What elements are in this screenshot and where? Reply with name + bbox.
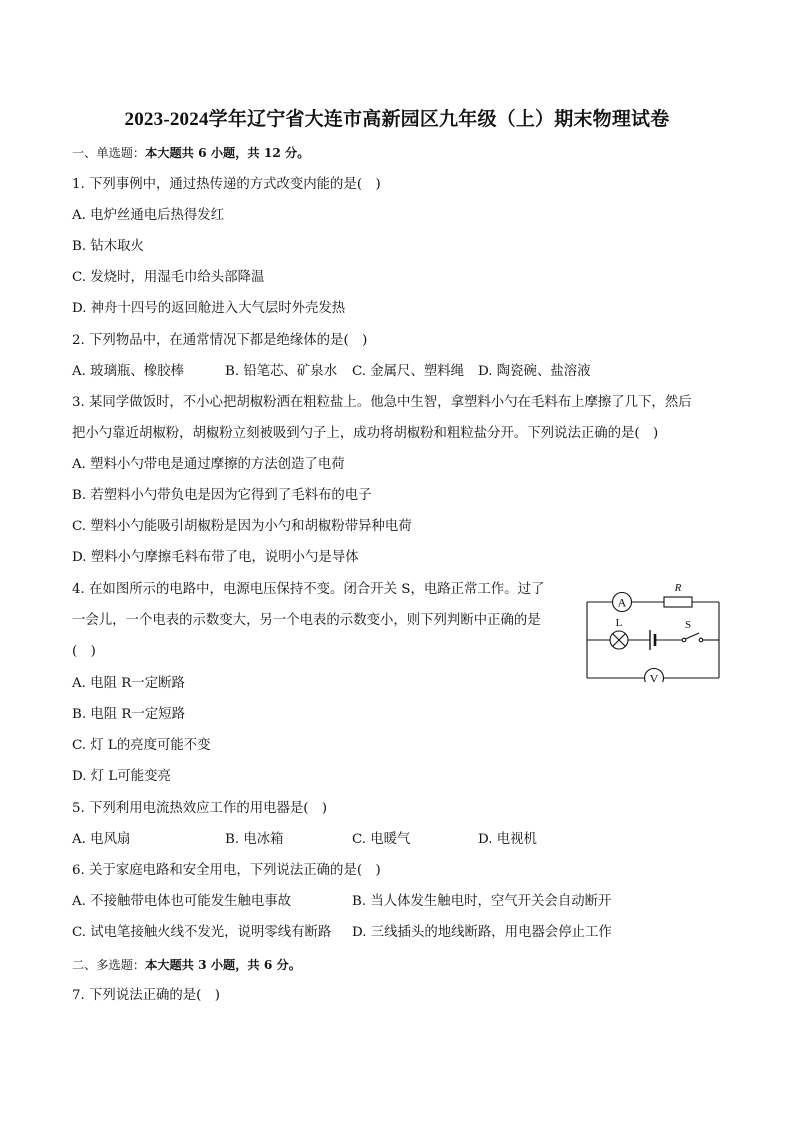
- voltmeter-label: V: [649, 671, 659, 682]
- question-6-stem: 6. 关于家庭电路和安全用电，下列说法正确的是( ): [72, 863, 381, 878]
- question-6-option-c: C. 试电笔接触火线不发光，说明零线有断路: [72, 925, 332, 940]
- question-4-stem-line1: 4. 在如图所示的电路中，电源电压保持不变。闭合开关 S，电路正常工作。过了: [72, 582, 545, 597]
- section-2-info: 本大题共 3 小题，共 6 分。: [145, 958, 301, 972]
- section-1-header: [72, 144, 309, 162]
- question-4-stem-line3: ( ): [72, 644, 96, 659]
- section-2-header: [72, 956, 301, 974]
- question-6-option-b: B. 当人体发生触电时，空气开关会自动断开: [352, 894, 612, 909]
- question-2-option-d: D. 陶瓷碗、盐溶液: [478, 364, 591, 379]
- section-1-info: 本大题共 6 小题，共 12 分。: [145, 146, 310, 160]
- question-6-option-d: D. 三线插头的地线断路，用电器会停止工作: [352, 925, 612, 940]
- question-7-stem: 7. 下列说法正确的是( ): [72, 988, 220, 1003]
- page-title: 2023-2024学年辽宁省大连市高新园区九年级（上）期末物理试卷: [124, 109, 670, 130]
- question-1-option-c: C. 发烧时，用湿毛巾给头部降温: [72, 270, 265, 285]
- question-2-stem: 2. 下列物品中，在通常情况下都是绝缘体的是( ): [72, 333, 368, 348]
- circuit-diagram: [584, 578, 724, 682]
- question-3-option-a: A. 塑料小勺带电是通过摩擦的方法创造了电荷: [72, 457, 345, 472]
- ammeter-icon: [613, 593, 632, 612]
- question-2-option-b: B. 铅笔芯、矿泉水: [225, 364, 338, 379]
- question-4-stem-line2: 一会儿，一个电表的示数变大，另一个电表的示数变小，则下列判断中正确的是: [72, 613, 541, 628]
- question-5-option-b: B. 电冰箱: [225, 832, 284, 847]
- question-2-option-c: C. 金属尺、塑料绳: [352, 364, 465, 379]
- lamp-icon: [610, 617, 628, 649]
- question-6-option-a: A. 不接触带电体也可能发生触电事故: [72, 894, 292, 909]
- voltmeter-icon: [645, 669, 664, 683]
- question-4-option-d: D. 灯 L可能变亮: [72, 769, 171, 784]
- question-1-stem: 1. 下列事例中，通过热传递的方式改变内能的是( ): [72, 177, 381, 192]
- question-5-option-d: D. 电视机: [478, 832, 537, 847]
- question-3-stem-line2: 把小勺靠近胡椒粉，胡椒粉立刻被吸到勺子上，成功将胡椒粉和粗粒盐分开。下列说法正确的是( ): [72, 426, 659, 441]
- section-1-prefix: 一、单选题：: [72, 146, 146, 160]
- question-1-option-a: A. 电炉丝通电后热得发红: [72, 208, 225, 223]
- question-2-option-a: A. 玻璃瓶、橡胶棒: [72, 364, 184, 379]
- lamp-label: L: [615, 617, 623, 629]
- switch-label: S: [684, 619, 692, 631]
- battery-icon: [650, 630, 655, 650]
- question-3-option-c: C. 塑料小勺能吸引胡椒粉是因为小勺和胡椒粉带异种电荷: [72, 519, 412, 534]
- switch-icon: [682, 619, 703, 642]
- question-4-option-b: B. 电阻 R一定短路: [72, 707, 186, 722]
- question-4-option-c: C. 灯 L的亮度可能不变: [72, 738, 211, 753]
- resistor-label: R: [674, 582, 682, 594]
- question-3-stem-line1: 3. 某同学做饭时，不小心把胡椒粉洒在粗粒盐上。他急中生智，拿塑料小勺在毛料布上摩擦了几下，然后: [72, 395, 692, 410]
- section-2-prefix: 二、多选题：: [72, 958, 146, 972]
- resistor-icon: [664, 582, 692, 607]
- question-5-option-a: A. 电风扇: [72, 832, 131, 847]
- question-4-option-a: A. 电阻 R一定断路: [72, 676, 185, 691]
- question-3-option-d: D. 塑料小勺摩擦毛料布带了电，说明小勺是导体: [72, 550, 359, 565]
- question-5-stem: 5. 下列利用电流热效应工作的用电器是( ): [72, 801, 328, 816]
- question-1-option-b: B. 钻木取火: [72, 239, 144, 254]
- question-5-option-c: C. 电暖气: [352, 832, 411, 847]
- ammeter-label: A: [617, 595, 627, 610]
- question-3-option-b: B. 若塑料小勺带负电是因为它得到了毛料布的电子: [72, 488, 372, 503]
- question-1-option-d: D. 神舟十四号的返回舱进入大气层时外壳发热: [72, 301, 346, 316]
